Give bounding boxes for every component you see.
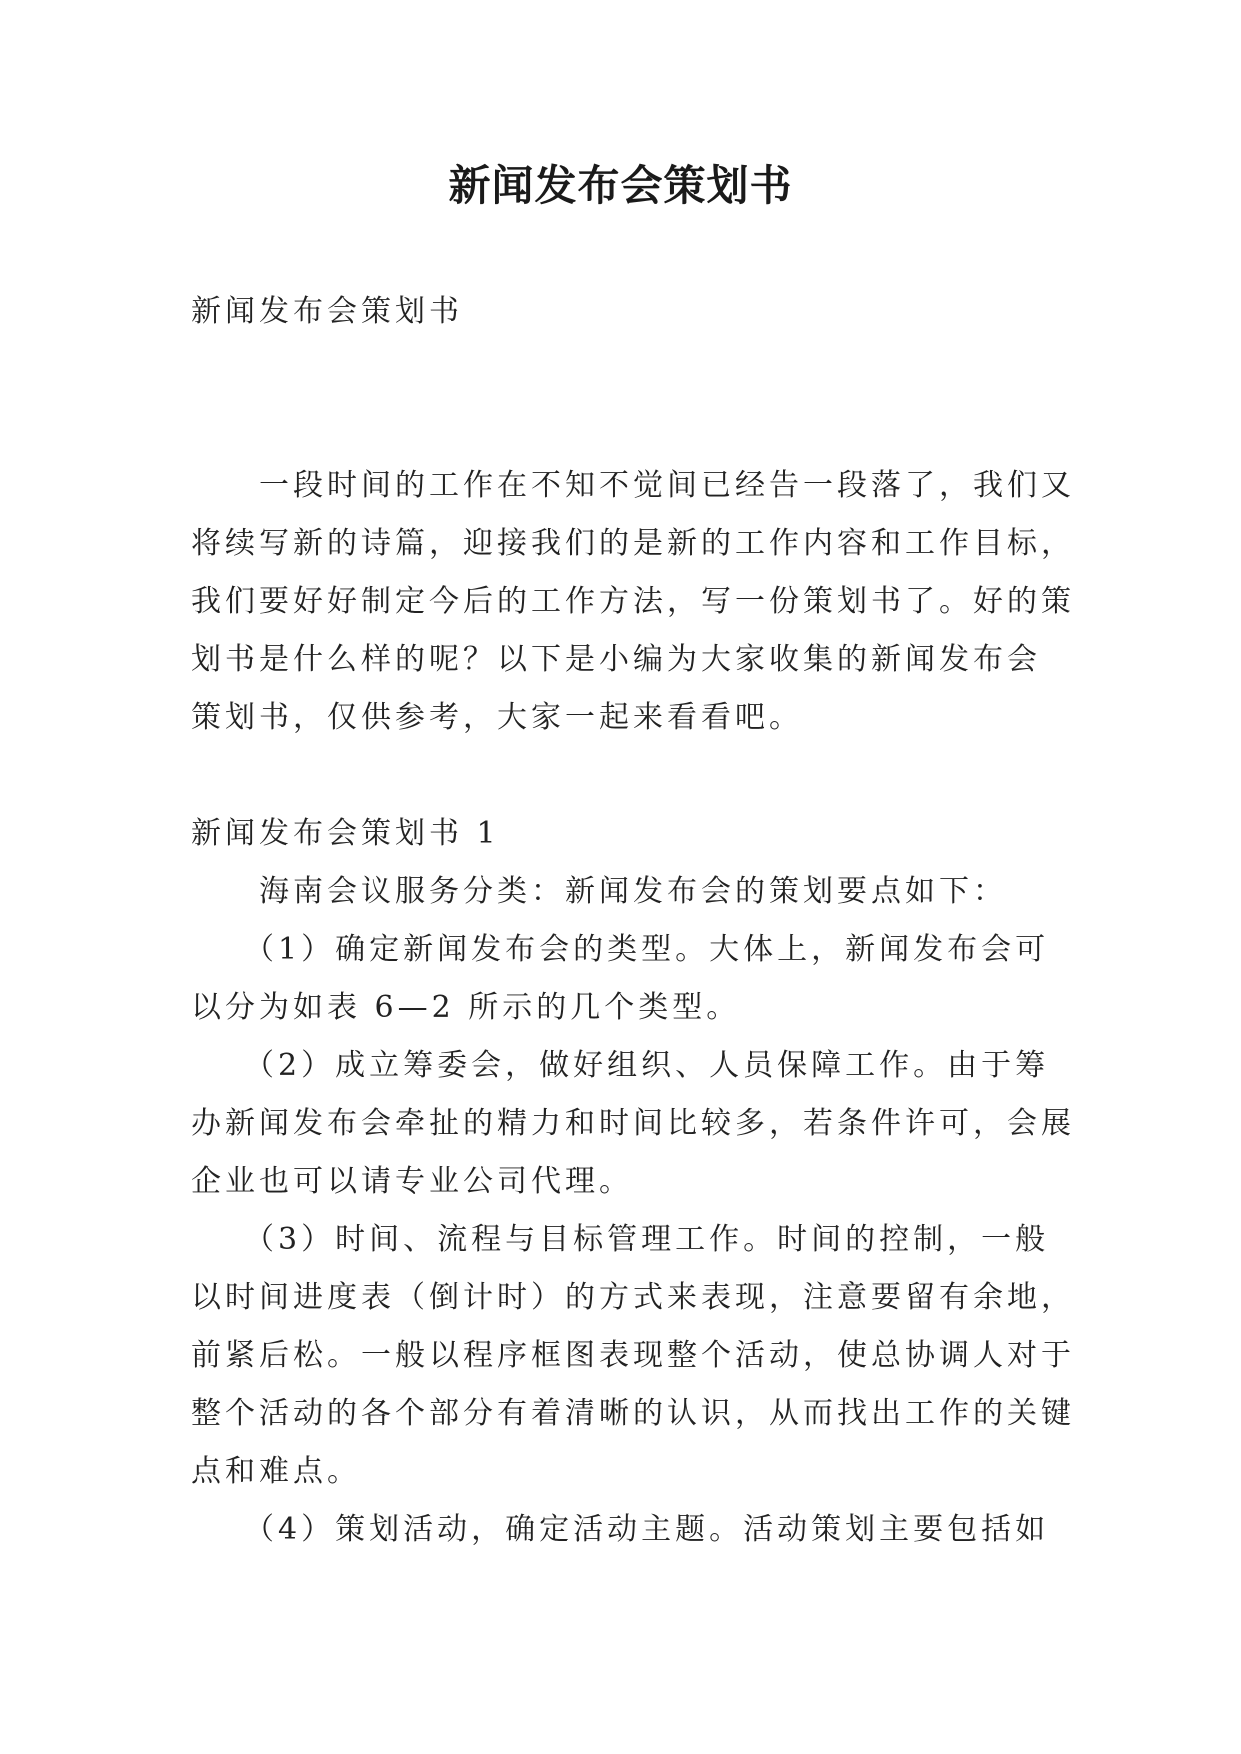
document-title: 新闻发布会策划书 bbox=[448, 161, 793, 210]
section-heading: 新闻发布会策划书 1 bbox=[191, 816, 500, 851]
intro-line: 策划书，仅供参考，大家一起来看看吧。 bbox=[191, 700, 803, 735]
body-line: （3）时间、流程与目标管理工作。时间的控制，一般 bbox=[191, 1222, 1050, 1257]
body-line: 海南会议服务分类：新闻发布会的策划要点如下： bbox=[191, 874, 1007, 909]
body-line: 以时间进度表（倒计时）的方式来表现，注意要留有余地， bbox=[191, 1280, 1075, 1315]
intro-line: 一段时间的工作在不知不觉间已经告一段落了，我们又 bbox=[191, 468, 1075, 503]
intro-line: 我们要好好制定今后的工作方法，写一份策划书了。好的策 bbox=[191, 584, 1075, 619]
body-line: （4）策划活动，确定活动主题。活动策划主要包括如 bbox=[191, 1512, 1050, 1547]
intro-line: 将续写新的诗篇，迎接我们的是新的工作内容和工作目标， bbox=[191, 526, 1075, 561]
body-line: （2）成立筹委会，做好组织、人员保障工作。由于筹 bbox=[191, 1048, 1050, 1083]
body-line: （1）确定新闻发布会的类型。大体上，新闻发布会可 bbox=[191, 932, 1050, 967]
body-line: 以分为如表 6—2 所示的几个类型。 bbox=[191, 990, 741, 1025]
document-subtitle: 新闻发布会策划书 bbox=[191, 294, 463, 329]
intro-line: 划书是什么样的呢？以下是小编为大家收集的新闻发布会 bbox=[191, 642, 1041, 677]
body-line: 企业也可以请专业公司代理。 bbox=[191, 1164, 633, 1199]
body-line: 办新闻发布会牵扯的精力和时间比较多，若条件许可，会展 bbox=[191, 1106, 1075, 1141]
body-line: 点和难点。 bbox=[191, 1454, 361, 1489]
body-line: 整个活动的各个部分有着清晰的认识，从而找出工作的关键 bbox=[191, 1396, 1075, 1431]
body-line: 前紧后松。一般以程序框图表现整个活动，使总协调人对于 bbox=[191, 1338, 1075, 1373]
